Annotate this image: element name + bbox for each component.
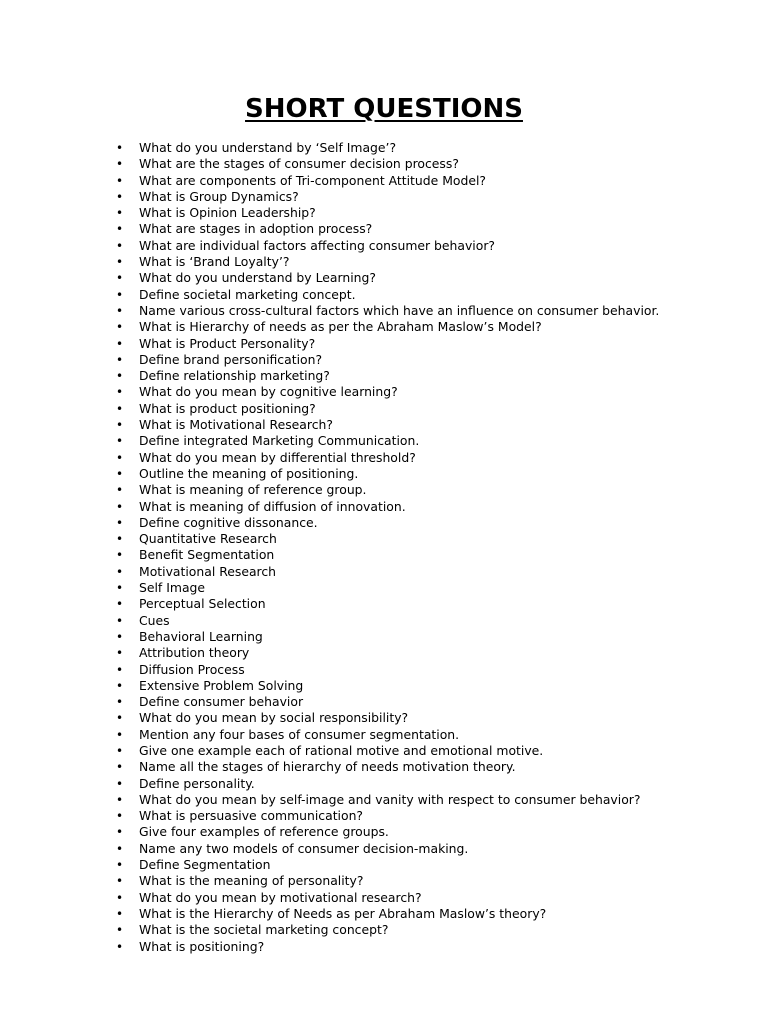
page-title-text: SHORT QUESTIONS [245,94,523,124]
question-item: • Quantitative Research [139,531,675,547]
question-item: • What is the societal marketing concept? [139,922,675,938]
question-item: • What is meaning of reference group. [139,482,675,498]
question-item: • Cues [139,613,675,629]
question-item: • What is Group Dynamics? [139,189,675,205]
question-item: • Outline the meaning of positioning. [139,466,675,482]
question-item: • Attribution theory [139,645,675,661]
question-item: • What is Hierarchy of needs as per the Abraham Maslow’s Model? [139,319,675,335]
question-item: • Name various cross-cultural factors which have an influence on consumer behavior. [139,303,675,319]
question-item: • What is the Hierarchy of Needs as per Abraham Maslow’s theory? [139,906,675,922]
question-item: • Perceptual Selection [139,596,675,612]
question-item: • What do you understand by ‘Self Image’? [139,140,675,156]
question-item: • Motivational Research [139,564,675,580]
question-item: • Benefit Segmentation [139,547,675,563]
question-item: • What is product positioning? [139,401,675,417]
question-item: • Define integrated Marketing Communication. [139,433,675,449]
question-item: • What do you mean by differential threshold? [139,450,675,466]
question-item: • Name all the stages of hierarchy of needs motivation theory. [139,759,675,775]
question-item: • What are components of Tri-component Attitude Model? [139,173,675,189]
question-item: • Name any two models of consumer decision-making. [139,841,675,857]
question-item: • What do you mean by cognitive learning? [139,384,675,400]
question-item: • What are stages in adoption process? [139,221,675,237]
question-item: • Define consumer behavior [139,694,675,710]
question-item: • What is Opinion Leadership? [139,205,675,221]
question-item: • What is ‘Brand Loyalty’? [139,254,675,270]
question-item: • Define Segmentation [139,857,675,873]
question-item: • What do you mean by motivational research? [139,890,675,906]
question-item: • Define relationship marketing? [139,368,675,384]
question-item: • What is positioning? [139,939,675,955]
question-item: • Define cognitive dissonance. [139,515,675,531]
question-item: • Extensive Problem Solving [139,678,675,694]
question-item: • What are the stages of consumer decision process? [139,156,675,172]
question-item: • What do you mean by social responsibility? [139,710,675,726]
question-item: • What is Product Personality? [139,336,675,352]
question-item: • Mention any four bases of consumer segmentation. [139,727,675,743]
question-item: • Define personality. [139,776,675,792]
question-list [139,140,675,955]
question-item: • What is persuasive communication? [139,808,675,824]
question-item: • Give four examples of reference groups. [139,824,675,840]
question-item: • What is Motivational Research? [139,417,675,433]
question-item: • What do you understand by Learning? [139,270,675,286]
question-item: • Define societal marketing concept. [139,287,675,303]
question-item: • Diffusion Process [139,662,675,678]
question-item: • What is meaning of diffusion of innovation. [139,499,675,515]
question-item: • Give one example each of rational motive and emotional motive. [139,743,675,759]
question-item: • Self Image [139,580,675,596]
question-item: • What do you mean by self-image and vanity with respect to consumer behavior? [139,792,675,808]
question-item: • Behavioral Learning [139,629,675,645]
question-item: • What is the meaning of personality? [139,873,675,889]
page-title [0,92,768,126]
question-item: • Define brand personification? [139,352,675,368]
question-item: • What are individual factors affecting consumer behavior? [139,238,675,254]
